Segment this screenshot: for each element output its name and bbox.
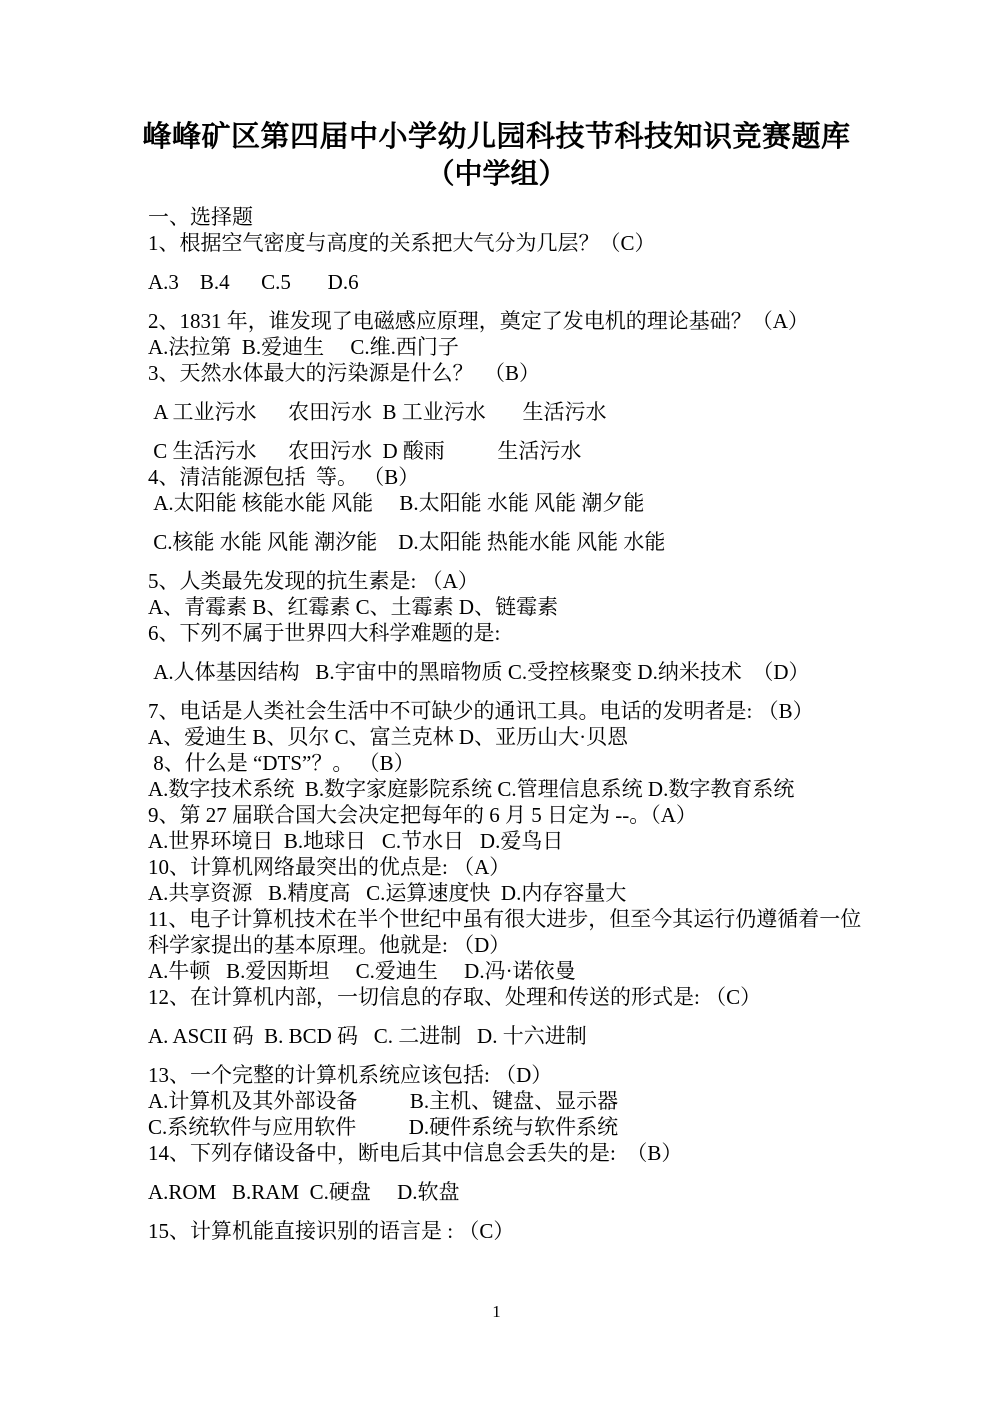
- options-8: A.数字技术系统 B.数字家庭影院系统 C.管理信息系统 D.数字教育系统: [148, 777, 795, 801]
- document-subtitle: （中学组）: [426, 158, 567, 189]
- document-body: [148, 204, 945, 1244]
- question-2: 2、1831 年，谁发现了电磁感应原理，奠定了发电机的理论基础？（A）: [148, 309, 809, 333]
- question-3: 3、天然水体最大的污染源是什么？ （B）: [148, 361, 541, 385]
- question-8: 8、什么是 “DTS”？。 （B）: [148, 751, 415, 775]
- question-6: 6、下列不属于世界四大科学难题的是:: [148, 621, 501, 645]
- options-3-row-1: A 工业污水 农田污水 B 工业污水 生活污水: [148, 400, 607, 424]
- question-9: 9、第 27 届联合国大会决定把每年的 6 月 5 日定为 --。（A）: [148, 803, 697, 827]
- question-5: 5、人类最先发现的抗生素是: （A）: [148, 569, 479, 593]
- question-11-line-2: 科学家提出的基本原理。他就是: （D）: [148, 933, 511, 957]
- options-7: A、爱迪生 B、贝尔 C、富兰克林 D、亚历山大·贝恩: [148, 725, 629, 749]
- options-14: A.ROM B.RAM C.硬盘 D.软盘: [148, 1180, 460, 1204]
- options-12: A. ASCII 码 B. BCD 码 C. 二进制 D. 十六进制: [148, 1024, 587, 1048]
- question-7: 7、电话是人类社会生活中不可缺少的通讯工具。电话的发明者是: （B）: [148, 699, 814, 723]
- options-13-row-2: C.系统软件与应用软件 D.硬件系统与软件系统: [148, 1115, 619, 1139]
- options-5: A、青霉素 B、红霉素 C、土霉素 D、链霉素: [148, 595, 559, 619]
- document-title: 峰峰矿区第四届中小学幼儿园科技节科技知识竞赛题库: [142, 121, 851, 153]
- options-6: A.人体基因结构 B.宇宙中的黑暗物质 C.受控核聚变 D.纳米技术 （D）: [148, 660, 810, 684]
- question-11-line-1: 11、电子计算机技术在半个世纪中虽有很大进步，但至今其运行仍遵循着一位: [148, 907, 862, 931]
- question-4: 4、清洁能源包括 等。 （B）: [148, 465, 420, 489]
- options-4-row-2: C.核能 水能 风能 潮汐能 D.太阳能 热能水能 风能 水能: [148, 530, 666, 554]
- options-9: A.世界环境日 B.地球日 C.节水日 D.爱鸟日: [148, 829, 564, 853]
- options-11: A.牛顿 B.爱因斯坦 C.爱迪生 D.冯·诺依曼: [148, 959, 576, 983]
- options-3-row-2: C 生活污水 农田污水 D 酸雨 生活污水: [148, 439, 582, 463]
- section-heading: 一、选择题: [148, 205, 253, 229]
- question-14: 14、下列存储设备中，断电后其中信息会丢失的是: （B）: [148, 1141, 683, 1165]
- question-1: 1、根据空气密度与高度的关系把大气分为几层？（C）: [148, 231, 656, 255]
- question-15: 15、计算机能直接识别的语言是 : （C）: [148, 1219, 515, 1243]
- options-4-row-1: A.太阳能 核能水能 风能 B.太阳能 水能 风能 潮夕能: [148, 491, 645, 515]
- options-1: A.3 B.4 C.5 D.6: [148, 270, 359, 294]
- options-10: A.共享资源 B.精度高 C.运算速度快 D.内存容量大: [148, 881, 627, 905]
- question-13: 13、一个完整的计算机系统应该包括: （D）: [148, 1063, 553, 1087]
- options-13-row-1: A.计算机及其外部设备 B.主机、键盘、显示器: [148, 1089, 619, 1113]
- page-number: 1: [492, 1302, 501, 1321]
- options-2: A.法拉第 B.爱迪生 C.维.西门子: [148, 335, 459, 359]
- question-10: 10、计算机网络最突出的优点是: （A）: [148, 855, 511, 879]
- question-12: 12、在计算机内部，一切信息的存取、处理和传送的形式是: （C）: [148, 985, 762, 1009]
